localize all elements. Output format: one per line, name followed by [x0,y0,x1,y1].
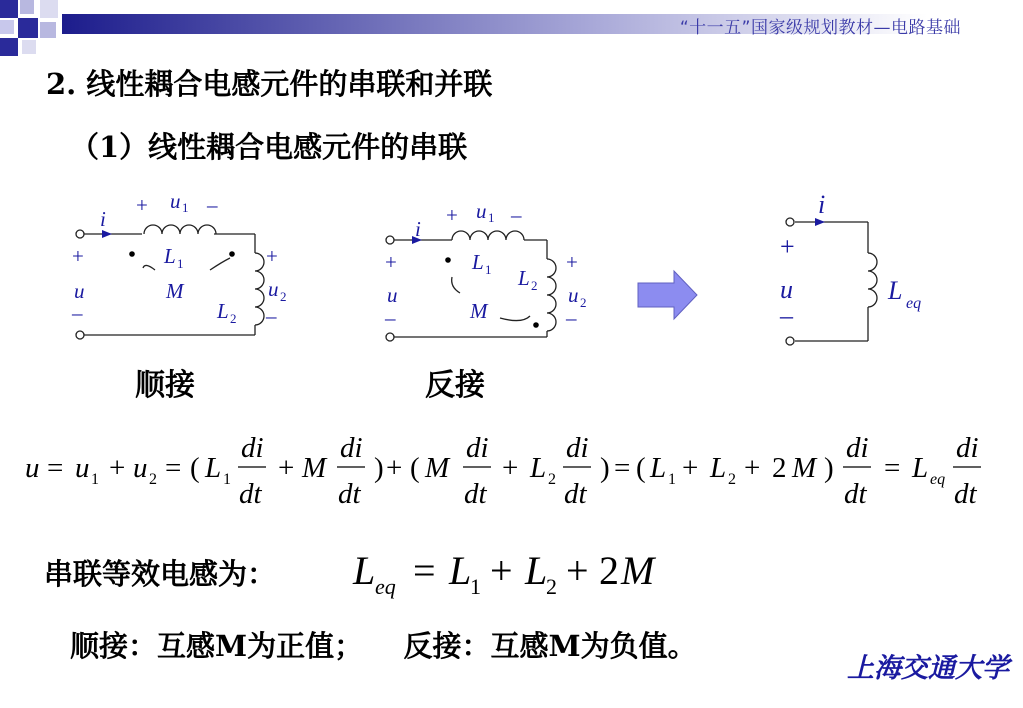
svg-text:+: + [266,244,278,268]
svg-text:–: – [72,301,83,325]
svg-text:+: + [385,250,397,274]
svg-text:2: 2 [599,548,619,593]
svg-text:u: u [387,283,398,307]
section-title: 2. 线性耦合电感元件的串联和并联 [46,67,493,101]
svg-text:M: M [425,452,450,484]
svg-text:+: + [502,452,519,484]
svg-text:dt: dt [564,478,587,510]
svg-text:2: 2 [548,471,556,488]
svg-text:M: M [166,279,184,303]
svg-text:L: L [530,452,547,484]
svg-text:+: + [109,452,126,484]
svg-text:+: + [386,452,403,484]
svg-text:u: u [133,452,148,484]
svg-text:M: M [792,452,817,484]
svg-text:上海交通大学: 上海交通大学 [847,653,1009,684]
svg-text:=: = [413,548,436,593]
svg-text:L: L [912,452,929,484]
corner-decoration [0,0,80,60]
svg-text:M: M [621,548,655,593]
svg-text:1: 1 [91,471,99,488]
svg-text:(: ( [190,452,200,484]
svg-text:L: L [525,548,548,593]
svg-text:dt: dt [338,478,361,510]
svg-text:2: 2 [580,295,587,310]
svg-text:1: 1 [668,471,676,488]
svg-text:=: = [47,452,64,484]
svg-text:–: – [207,193,218,217]
svg-text:L: L [205,452,222,484]
svg-text:u: u [25,452,40,484]
equation-label: 串联等效电感为： [44,557,277,591]
svg-text:1: 1 [488,210,495,225]
svg-text:u: u [476,199,487,223]
svg-text:u: u [74,279,85,303]
svg-text:+: + [72,244,84,268]
university-logo [845,645,1009,690]
svg-text:i: i [100,207,106,231]
svg-text:L: L [353,548,376,593]
svg-text:i: i [415,217,421,241]
svg-text:=: = [614,452,631,484]
svg-text:): ) [824,452,834,484]
svg-text:): ) [374,452,384,484]
svg-text:L: L [164,244,176,268]
header-text: “十一五”国家级规划教材—电路基础 [679,18,961,38]
svg-text:M: M [470,299,488,323]
circuit-diagrams [60,185,940,360]
sub-title: （1）线性耦合电感元件的串联 [70,130,468,164]
svg-text:2: 2 [728,471,736,488]
svg-text:(: ( [636,452,646,484]
svg-text:–: – [385,306,396,330]
svg-text:+: + [446,203,458,227]
svg-text:+: + [744,452,761,484]
svg-text:1: 1 [470,574,481,599]
svg-text:2: 2 [546,574,557,599]
svg-text:di: di [241,432,264,464]
caption-series-opposing: 反接 [425,368,485,403]
svg-text:dt: dt [954,478,977,510]
svg-text:+: + [490,548,513,593]
svg-text:+: + [780,232,795,261]
svg-text:–: – [266,304,277,328]
equation-result [345,540,675,600]
svg-text:2: 2 [280,289,287,304]
svg-text:eq: eq [930,471,946,488]
svg-text:1: 1 [182,200,189,215]
svg-text:): ) [600,452,610,484]
svg-text:1: 1 [485,262,492,277]
svg-text:L: L [888,276,903,305]
note-text: 顺接：互感M为正值； 反接：互感M为负值。 [70,629,697,663]
svg-text:L: L [472,250,484,274]
svg-text:u: u [568,283,579,307]
svg-text:2: 2 [230,311,237,326]
svg-text:u: u [268,277,279,301]
svg-text:(: ( [410,452,420,484]
svg-text:2: 2 [772,452,787,484]
svg-text:dt: dt [239,478,262,510]
svg-text:u: u [75,452,90,484]
svg-text:+: + [566,548,589,593]
svg-text:L: L [449,548,472,593]
svg-text:L: L [650,452,667,484]
caption-series-aiding: 顺接 [135,368,195,403]
svg-text:–: – [566,306,577,330]
svg-text:di: di [846,432,869,464]
svg-text:eq: eq [375,574,396,599]
svg-text:+: + [682,452,699,484]
svg-text:1: 1 [177,256,184,271]
svg-text:=: = [165,452,182,484]
svg-text:–: – [511,203,522,227]
svg-text:u: u [170,189,181,213]
svg-text:dt: dt [844,478,867,510]
svg-text:di: di [340,432,363,464]
svg-text:2: 2 [531,278,538,293]
svg-text:eq: eq [906,295,922,312]
svg-text:M: M [302,452,327,484]
svg-text:L: L [518,266,530,290]
svg-text:di: di [466,432,489,464]
svg-text:u: u [780,275,793,304]
svg-text:di: di [956,432,979,464]
svg-text:L: L [217,299,229,323]
svg-text:–: – [780,301,793,330]
svg-text:i: i [818,190,826,219]
svg-text:+: + [136,193,148,217]
svg-text:+: + [278,452,295,484]
svg-text:1: 1 [223,471,231,488]
svg-text:=: = [884,452,901,484]
svg-text:dt: dt [464,478,487,510]
svg-text:L: L [710,452,727,484]
equation-main [20,425,1000,525]
svg-text:+: + [566,250,578,274]
svg-text:2: 2 [149,471,157,488]
svg-text:di: di [566,432,589,464]
